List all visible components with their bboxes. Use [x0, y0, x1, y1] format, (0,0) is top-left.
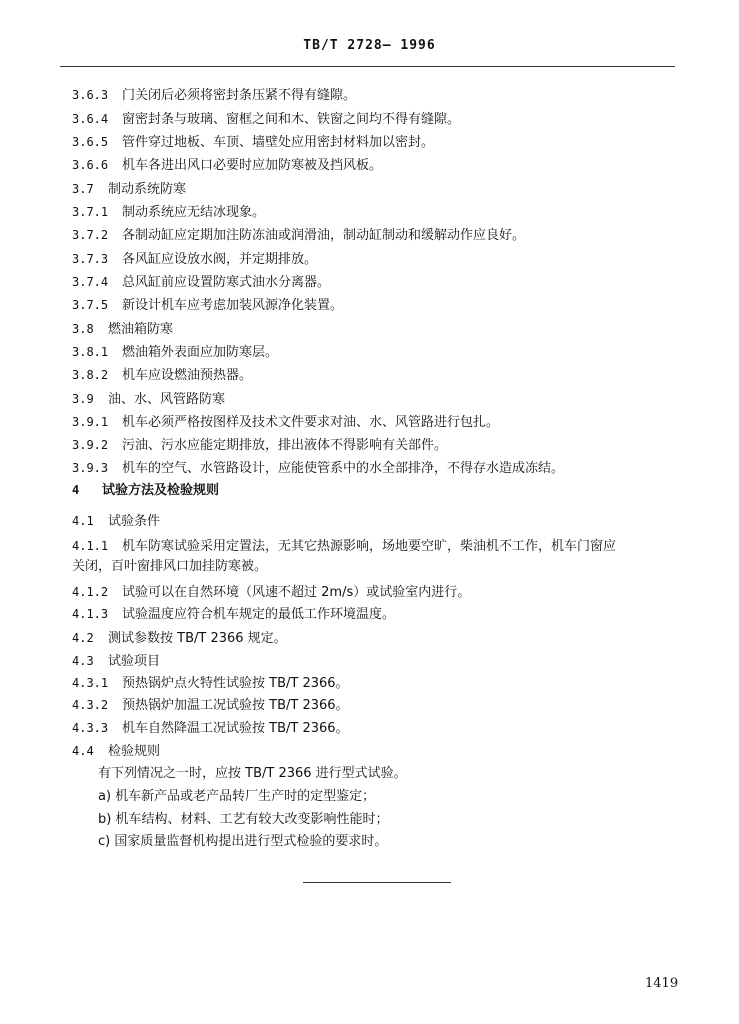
clause-text: 制动系统应无结冰现象。 [122, 205, 266, 220]
clause-number: 3.7.5 [72, 298, 109, 312]
clause-number: 3.9.3 [72, 461, 109, 475]
clause-number: 3.6.4 [72, 112, 109, 126]
clause-text: 机车各进出风口必要时应加防寒被及挡风板。 [122, 158, 383, 173]
clause-number: 3.7.1 [72, 205, 109, 219]
section-number: 4 [72, 483, 80, 497]
clause-number: 4.3.1 [72, 676, 109, 690]
clause-4-4-intro: 有下列情况之一时，应按 TB/T 2366 进行型式试验。 [98, 766, 407, 781]
clause-text: 污油、污水应能定期排放，排出液体不得影响有关部件。 [122, 438, 448, 453]
clause-number: 4.4 [72, 744, 94, 758]
clause-text: 各制动缸应定期加注防冻油或润滑油，制动缸制动和缓解动作应良好。 [122, 228, 526, 243]
clause-line [72, 110, 682, 129]
clause-4-4 [72, 742, 682, 761]
clause-text: 机车的空气、水管路设计，应能使管系中的水全部排净，不得存水造成冻结。 [122, 461, 565, 476]
clause-line [72, 226, 682, 245]
clause-number: 4.3 [72, 654, 94, 668]
clause-text: 测试参数按 TB/T 2366 规定。 [108, 631, 287, 646]
clause-number: 3.6.6 [72, 158, 109, 172]
clause-text: 机车必须严格按图样及技术文件要求对油、水、风管路进行包扎。 [122, 415, 500, 430]
clause-number: 3.7.4 [72, 275, 109, 289]
clause-text: 预热锅炉点火特性试验按 TB/T 2366。 [122, 676, 349, 691]
clause-line [72, 366, 682, 385]
clause-line [72, 296, 682, 315]
section-title: 试验方法及检验规则 [102, 483, 220, 498]
clause-text: 试验项目 [108, 654, 161, 669]
clause-line [72, 273, 682, 292]
list-item-a: a) 机车新产品或老产品转厂生产时的定型鉴定； [98, 789, 376, 804]
clause-4-3-2 [72, 696, 682, 715]
clause-line [72, 436, 682, 455]
clause-text: 试验温度应符合机车规定的最低工作环境温度。 [122, 607, 396, 622]
clause-number: 3.6.5 [72, 135, 109, 149]
clause-line [72, 203, 682, 222]
section-4-heading [72, 481, 682, 500]
clause-line [72, 86, 682, 105]
end-rule [303, 882, 451, 883]
clause-text: 机车自然降温工况试验按 TB/T 2366。 [122, 721, 349, 736]
clause-text: 机车防寒试验采用定置法，无其它热源影响，场地要空旷，柴油机不工作，机车门窗应 [122, 539, 617, 554]
clause-line [72, 156, 682, 175]
clause-text: 试验可以在自然环境（风速不超过 2m/s）或试验室内进行。 [122, 585, 471, 600]
clause-number: 4.1.2 [72, 585, 109, 599]
clause-line [72, 180, 682, 199]
clause-4-1 [72, 512, 682, 531]
clause-number: 3.6.3 [72, 88, 109, 102]
clause-4-3-3 [72, 719, 682, 738]
page-number: 1419 [645, 976, 679, 991]
clause-number: 3.9 [72, 392, 94, 406]
clause-number: 4.2 [72, 631, 94, 645]
list-item-c: c) 国家质量监督机构提出进行型式检验的要求时。 [98, 834, 388, 849]
clause-number: 3.8.2 [72, 368, 109, 382]
list-item-b: b) 机车结构、材料、工艺有较大改变影响性能时； [98, 812, 389, 827]
clause-number: 3.9.1 [72, 415, 109, 429]
clause-4-2 [72, 629, 682, 648]
header-rule [60, 66, 675, 67]
clause-number: 4.3.3 [72, 721, 109, 735]
clause-line [72, 133, 682, 152]
clause-text: 新设计机车应考虑加装风源净化装置。 [122, 298, 344, 313]
clause-line [72, 459, 682, 478]
clause-line [72, 320, 682, 339]
clause-text: 各风缸应设放水阀，并定期排放。 [122, 252, 318, 267]
clause-number: 4.3.2 [72, 698, 109, 712]
clause-text: 检验规则 [108, 744, 161, 759]
clause-text: 试验条件 [108, 514, 161, 529]
clause-line [72, 343, 682, 362]
clause-number: 3.8 [72, 322, 94, 336]
clause-text: 燃油箱外表面应加防寒层。 [122, 345, 279, 360]
clause-4-1-3 [72, 605, 682, 624]
clause-number: 3.7 [72, 182, 94, 196]
clause-4-3 [72, 652, 682, 671]
clause-4-1-1-continuation: 关闭，百叶窗排风口加挂防寒被。 [72, 559, 268, 574]
clause-number: 4.1.1 [72, 539, 109, 553]
clause-text: 预热锅炉加温工况试验按 TB/T 2366。 [122, 698, 349, 713]
clause-number: 4.1 [72, 514, 94, 528]
clause-text: 总风缸前应设置防寒式油水分离器。 [122, 275, 331, 290]
clause-line [72, 390, 682, 409]
clause-text: 管件穿过地板、车顶、墙壁处应用密封材料加以密封。 [122, 135, 435, 150]
clause-number: 3.9.2 [72, 438, 109, 452]
document-header-code: TB/T 2728— 1996 [303, 38, 436, 53]
clause-number: 3.7.2 [72, 228, 109, 242]
clause-number: 3.8.1 [72, 345, 109, 359]
clause-text: 制动系统防寒 [108, 182, 187, 197]
clause-line [72, 413, 682, 432]
clause-number: 3.7.3 [72, 252, 109, 266]
clause-number: 4.1.3 [72, 607, 109, 621]
clause-line [72, 250, 682, 269]
clause-4-1-2 [72, 583, 682, 602]
clause-4-1-1 [72, 537, 682, 556]
clause-4-3-1 [72, 674, 682, 693]
clause-text: 油、水、风管路防寒 [108, 392, 226, 407]
clause-text: 燃油箱防寒 [108, 322, 174, 337]
clause-text: 窗密封条与玻璃、窗框之间和木、铁窗之间均不得有缝隙。 [122, 112, 461, 127]
clause-text: 机车应设燃油预热器。 [122, 368, 253, 383]
clause-text: 门关闭后必须将密封条压紧不得有缝隙。 [122, 88, 357, 103]
